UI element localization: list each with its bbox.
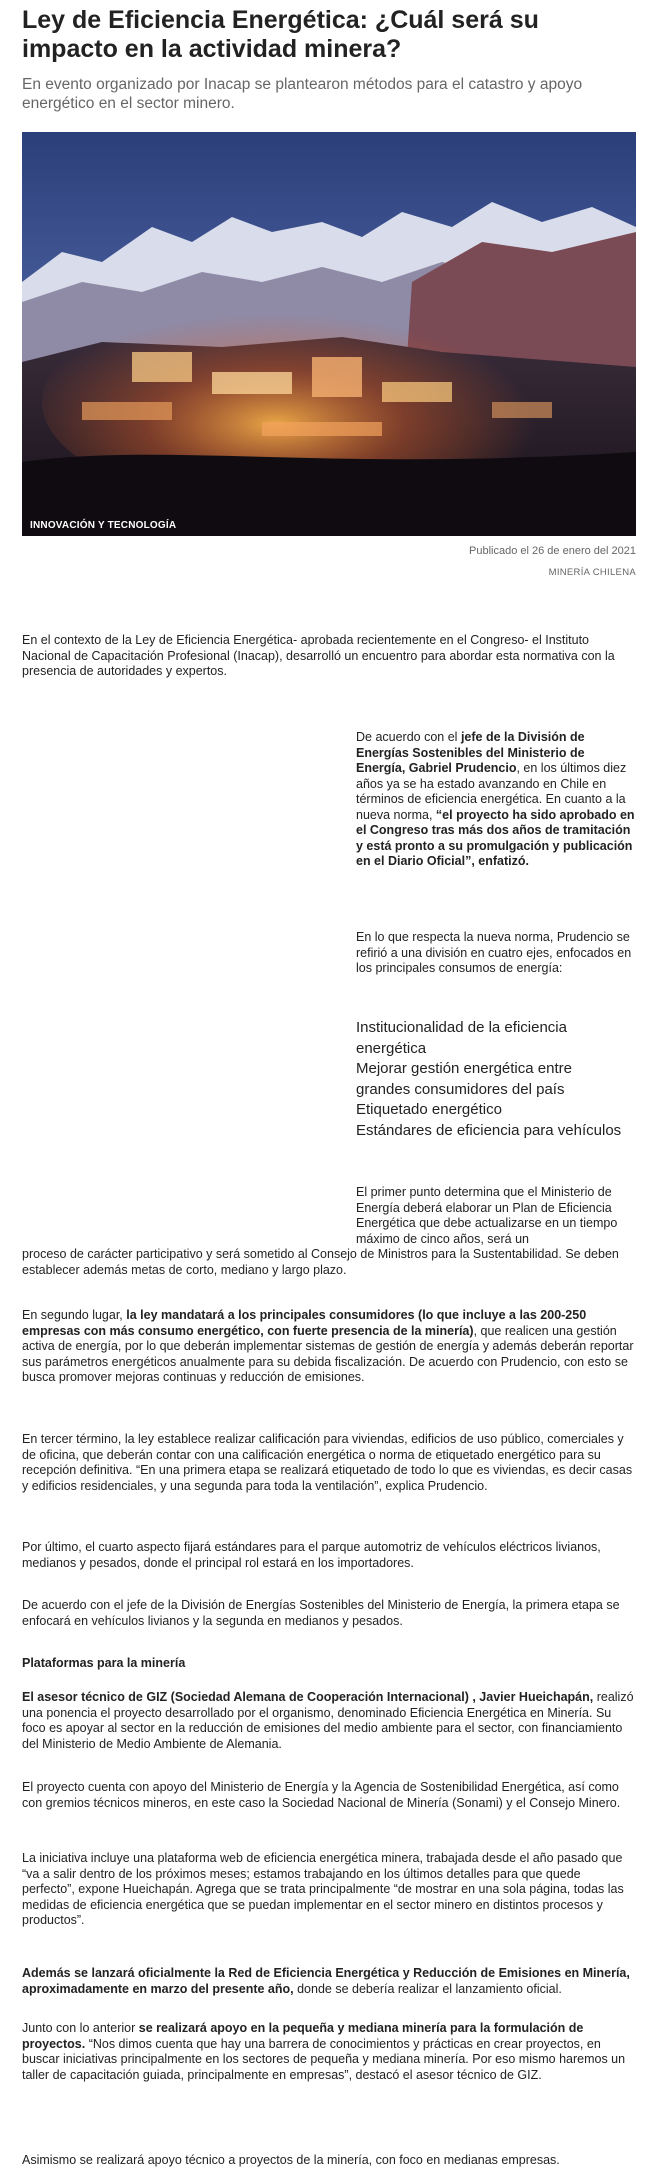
paragraph-9: El asesor técnico de GIZ (Sociedad Alemana de Cooperación Internacional) , Javier Hueichapán, realizó una ponencia el proyecto desarrollado por el organismo, denominado Eficiencia Energética en Minería. Su foco es apoyar al sector en la reducción de emisiones del medio ambiente para el sector, con financiamiento del Ministerio de Medio Ambiente de Alemania.: [22, 1690, 634, 1751]
paragraph-2: De acuerdo con el jefe de la División de Energías Sostenibles del Ministerio de Energía, Gabriel Prudencio, en los últimos diez años ya se ha estado avanzando en Chile en términos de eficiencia energética. En cuanto a la nueva norma, “el proyecto ha sido aprobado en el Congreso tras más dos años de tramitación y está pronto a su promulgación y publicación en el Diario Oficial”, enfatizó.: [356, 730, 635, 868]
paragraph-5: En segundo lugar, la ley mandatará a los principales consumidores (lo que incluye a las 200-250 empresas con más consumo energético, con fuerte presencia de la minería), que realicen una gestión activa de energía, por lo que deberán implementar sistemas de gestión de energía y además deberán reportar sus parámetros energéticos anualmente para su debida fiscalización. De acuerdo con Prudencio, con esto se busca promover mejoras continuas y reducción de emisiones.: [22, 1308, 634, 1384]
paragraph-4a: El primer punto determina que el Ministerio de Energía deberá elaborar un Plan de Eficiencia Energética que debe actualizarse en un tiempo máximo de cinco años, será un: [356, 1185, 618, 1246]
mining-night-photo: [22, 132, 636, 536]
paragraph-14: Asimismo se realizará apoyo técnico a proyectos de la minería, con foco en medianas empresas.: [22, 2153, 560, 2167]
paragraph-13: Junto con lo anterior se realizará apoyo en la pequeña y mediana minería para la formulación de proyectos. “Nos dimos cuenta que hay una barrera de conocimientos y prácticas en crear proyectos, en buscar iniciativas principalmente en los sectores de pequeña y mediana minería. Por eso mismo haremos un taller de capacitación guiada, principalmente en empresas”, destacó el asesor técnico de GIZ.: [22, 2021, 626, 2082]
list-item: Institucionalidad de la eficiencia energética: [356, 1019, 567, 1057]
source-label: MINERÍA CHILENA: [548, 567, 636, 578]
paragraph-10: El proyecto cuenta con apoyo del Ministerio de Energía y la Agencia de Sostenibilidad Energética, así como con gremios técnicos mineros, en este caso la Sociedad Nacional de Minería (Sonami) y el Consejo Minero.: [22, 1780, 621, 1810]
article-title: Ley de Eficiencia Energética: ¿Cuál será su impacto en la actividad minera?: [22, 6, 539, 63]
paragraph-1: En el contexto de la Ley de Eficiencia Energética- aprobada recientemente en el Congreso- el Instituto Nacional de Capacitación Profesional (Inacap), desarrolló un encuentro para abordar esta normativa con la presencia de autoridades y expertos.: [22, 633, 615, 678]
list-item: Etiquetado energético: [356, 1101, 502, 1118]
publish-date: Publicado el 26 de enero del 2021: [469, 545, 636, 557]
category-label: INNOVACIÓN Y TECNOLOGÍA: [30, 520, 177, 531]
paragraph-6: En tercer término, la ley establece realizar calificación para viviendas, edificios de uso público, comerciales y de oficina, que deberán contar con una calificación energética o norma de etiquetado energético para su recepción definitiva. “En una primera etapa se realizará etiquetado de todo lo que es viviendas, es decir casas y edificios residenciales, y una segunda para toda la ventilación”, explica Prudencio.: [22, 1432, 633, 1493]
paragraph-11: La iniciativa incluye una plataforma web de eficiencia energética minera, trabajada desde el año pasado que “va a salir dentro de los próximos meses; estamos trabajando en los últimos detalles para que quede perfecto”, expone Hueichapán. Agrega que se trata principalmente “de mostrar en una sola página, todas las medidas de eficiencia energética que se puedan implementar en el sector minero en distintos procesos y productos”.: [22, 1851, 624, 1927]
list-item: Estándares de eficiencia para vehículos: [356, 1121, 622, 1139]
paragraph-3: En lo que respecta la nueva norma, Prudencio se refirió a una división en cuatro ejes, enfocados en los principales consumos de energía:: [356, 930, 632, 975]
paragraph-12: Además se lanzará oficialmente la Red de Eficiencia Energética y Reducción de Emisiones en Minería, aproximadamente en marzo del presente año, donde se debería realizar el lanzamiento oficial.: [22, 1966, 630, 1996]
section-heading: Plataformas para la minería: [22, 1656, 186, 1670]
article-subtitle: En evento organizado por Inacap se plantearon métodos para el catastro y apoyo energético en el sector minero.: [22, 76, 583, 112]
paragraph-4b: proceso de carácter participativo y será sometido al Consejo de Ministros para la Sustentabilidad. Se deben establecer además metas de corto, mediano y largo plazo.: [22, 1247, 619, 1277]
paragraph-7: Por último, el cuarto aspecto fijará estándares para el parque automotriz de vehículos eléctricos livianos, medianos y pesados, donde el principal rol estará en los importadores.: [22, 1540, 601, 1570]
ejes-list: [356, 1018, 626, 1141]
paragraph-8: De acuerdo con el jefe de la División de Energías Sostenibles del Ministerio de Energía, la primera etapa se enfocará en vehículos livianos y la segunda en medianos y pesados.: [22, 1598, 620, 1628]
list-item: Mejorar gestión energética entre grandes consumidores del país: [356, 1060, 572, 1098]
hero-image: [22, 132, 636, 536]
